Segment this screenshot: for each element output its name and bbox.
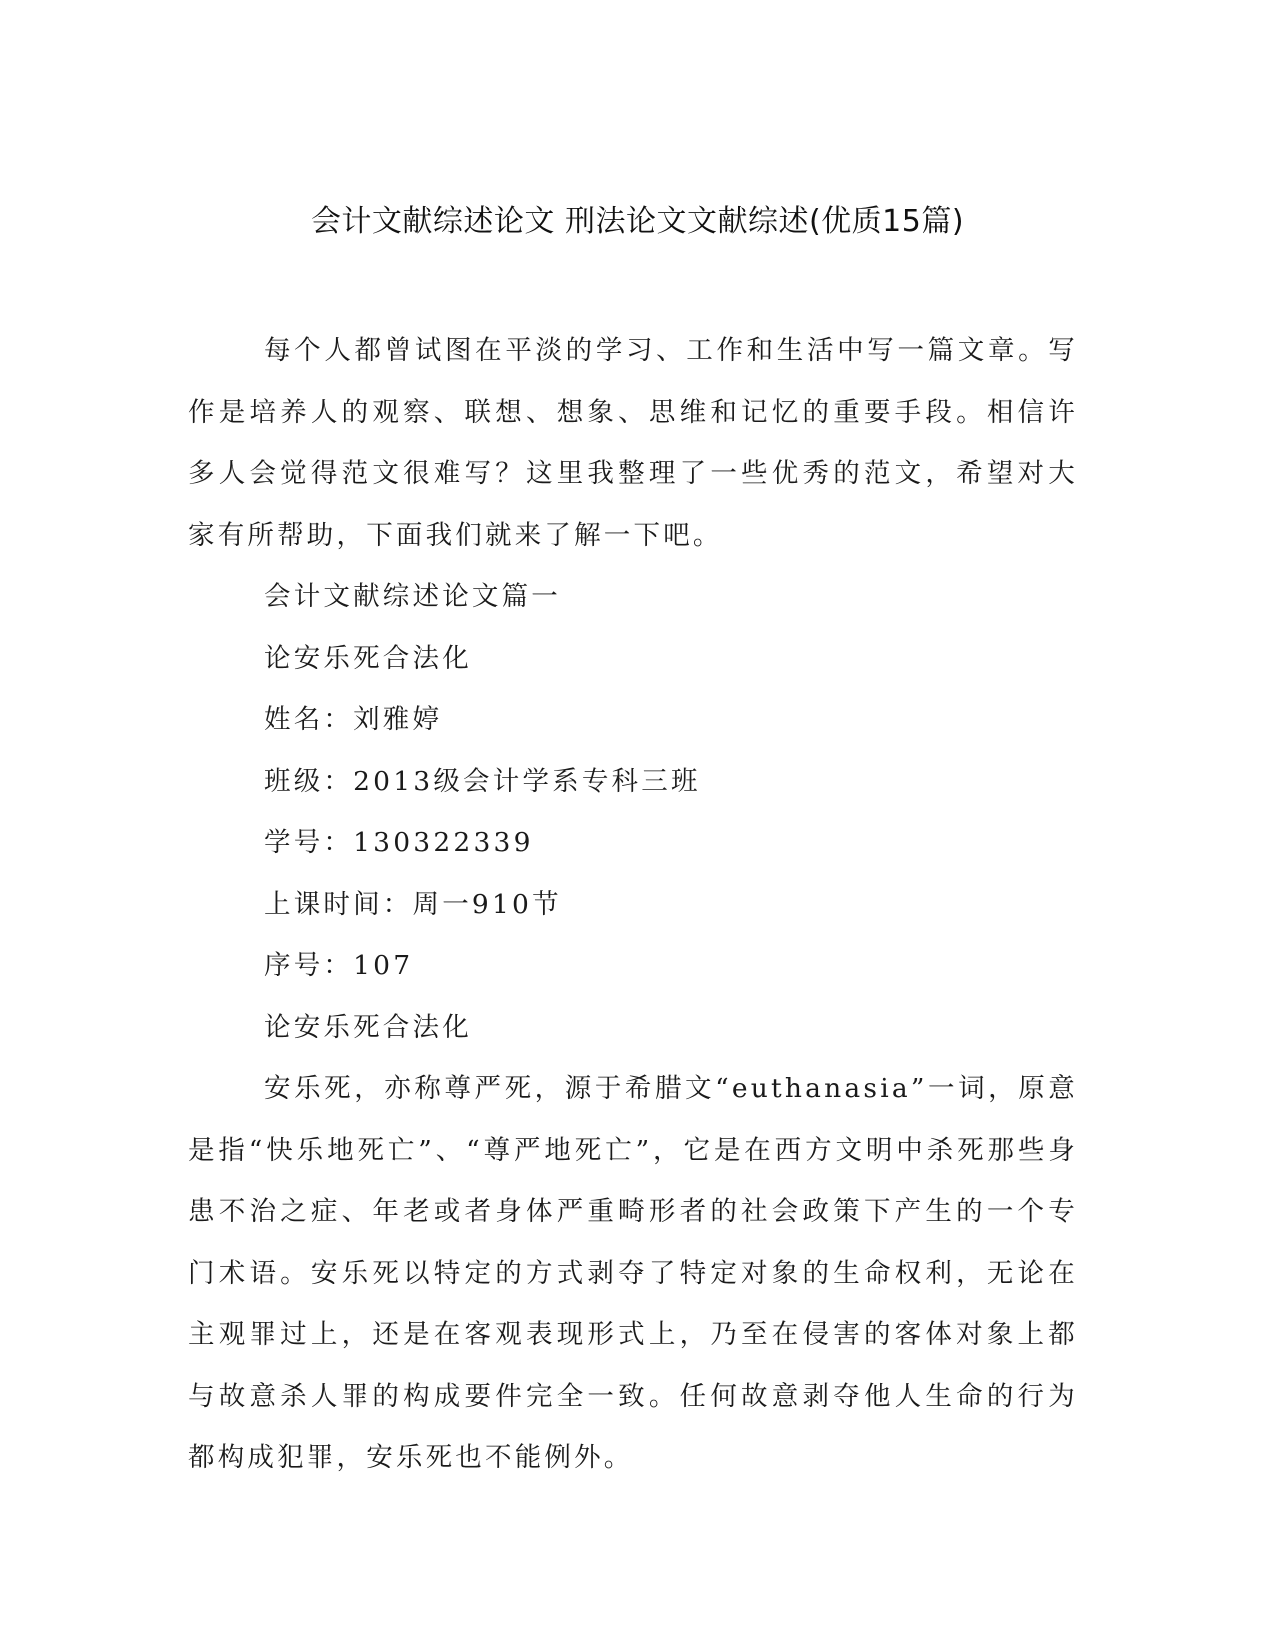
class-line: 班级：2013级会计学系专科三班 [264,765,701,797]
serial-number-line: 序号：107 [264,950,414,981]
essay-title-repeat: 论安乐死合法化 [264,1011,472,1043]
student-id-line: 学号：130322339 [264,827,534,858]
document-body [188,320,1078,1489]
essay-title: 论安乐死合法化 [264,642,472,674]
body-paragraph: 安乐死，亦称尊严死，源于希腊文“euthanasia”一词，原意是指“快乐地死亡”、“尊严地死亡”，它是在西方文明中杀死那些身患不治之症、年老或者身体严重畸形者的社会政策下产生的一个专门术语。安乐死以特定的方式剥夺了特定对象的生命权利，无论在主观罪过上，还是在客观表现形式上，乃至在侵害的客体对象上都与故意杀人罪的构成要件完全一致。任何故意剥夺他人生命的行为都构成犯罪，安乐死也不能例外。 [188,1073,1078,1473]
class-time-line: 上课时间：周一910节 [264,888,562,920]
section-heading: 会计文献综述论文篇一 [264,581,561,612]
document-title: 会计文献综述论文 刑法论文文献综述(优质15篇) [310,204,965,239]
name-line: 姓名：刘雅婷 [264,704,443,735]
intro-paragraph: 每个人都曾试图在平淡的学习、工作和生活中写一篇文章。写作是培养人的观察、联想、想象、思维和记忆的重要手段。相信许多人会觉得范文很难写？这里我整理了一些优秀的范文，希望对大家有所帮助，下面我们就来了解一下吧。 [188,335,1078,551]
